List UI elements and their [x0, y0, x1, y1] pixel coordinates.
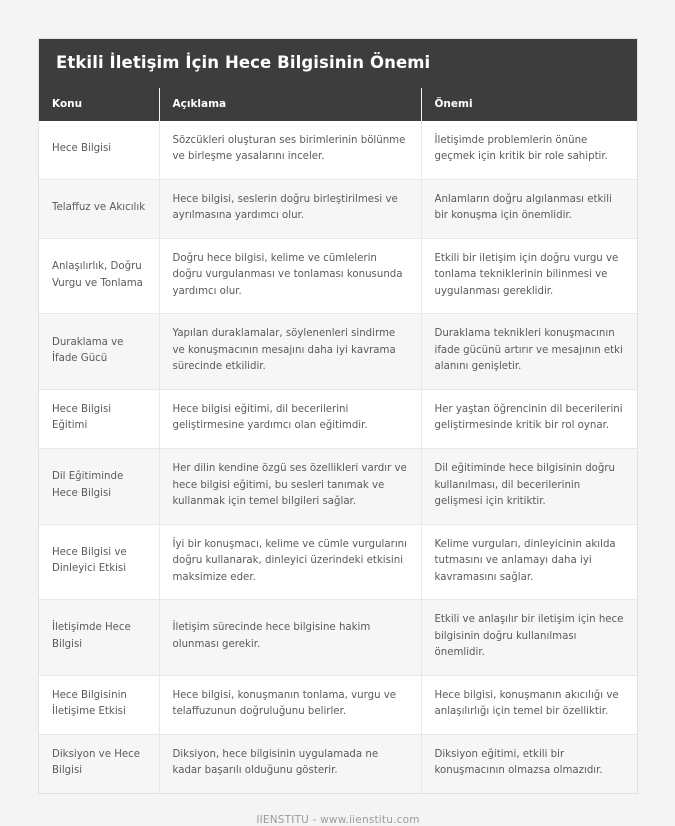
- table-row: [39, 121, 637, 180]
- table-row: [39, 389, 637, 448]
- cell-onemi: Her yaştan öğrencinin dil becerilerini geliştirmesinde kritik bir rol oynar.: [421, 389, 637, 448]
- cell-aciklama: Doğru hece bilgisi, kelime ve cümlelerin doğru vurgulanması ve tonlaması konusunda yardımcı olur.: [159, 238, 421, 314]
- cell-aciklama: İyi bir konuşmacı, kelime ve cümle vurgularını doğru kullanarak, dinleyici üzerindeki etkisini maksimize eder.: [159, 524, 421, 600]
- table-header-row: [39, 88, 637, 121]
- footer-attribution: IIENSTITU - www.iienstitu.com: [256, 813, 420, 826]
- cell-onemi: Dil eğitiminde hece bilgisinin doğru kullanılması, dil becerilerinin gelişmesi için kritiktir.: [421, 448, 637, 524]
- cell-konu: Dil Eğitiminde Hece Bilgisi: [39, 448, 159, 524]
- cell-onemi: İletişimde problemlerin önüne geçmek için kritik bir role sahiptir.: [421, 121, 637, 180]
- cell-onemi: Etkili bir iletişim için doğru vurgu ve tonlama tekniklerinin bilinmesi ve uygulanması gereklidir.: [421, 238, 637, 314]
- table-body: [39, 121, 637, 793]
- table-row: [39, 734, 637, 793]
- column-header-aciklama: Açıklama: [159, 88, 421, 121]
- cell-konu: Hece Bilgisi: [39, 121, 159, 180]
- cell-aciklama: Yapılan duraklamalar, söylenenleri sindirme ve konuşmacının mesajını daha iyi kavrama sürecinde etkilidir.: [159, 314, 421, 390]
- table-row: [39, 600, 637, 676]
- column-header-konu: Konu: [39, 88, 159, 121]
- cell-aciklama: Hece bilgisi, seslerin doğru birleştirilmesi ve ayrılmasına yardımcı olur.: [159, 179, 421, 238]
- cell-aciklama: Hece bilgisi, konuşmanın tonlama, vurgu ve telaffuzunun doğruluğunu belirler.: [159, 675, 421, 734]
- table-row: [39, 238, 637, 314]
- table-row: [39, 448, 637, 524]
- cell-onemi: Kelime vurguları, dinleyicinin akılda tutmasını ve anlamayı daha iyi kavramasını sağlar.: [421, 524, 637, 600]
- cell-onemi: Hece bilgisi, konuşmanın akıcılığı ve anlaşılırlığı için temel bir özelliktir.: [421, 675, 637, 734]
- cell-aciklama: Her dilin kendine özgü ses özellikleri vardır ve hece bilgisi eğitimi, bu sesleri tanımak ve kullanmak için temel bilgileri sağlar.: [159, 448, 421, 524]
- cell-onemi: Duraklama teknikleri konuşmacının ifade gücünü artırır ve mesajının etki alanını genişletir.: [421, 314, 637, 390]
- cell-konu: Hece Bilgisinin İletişime Etkisi: [39, 675, 159, 734]
- table-header: [39, 88, 637, 121]
- cell-aciklama: Hece bilgisi eğitimi, dil becerilerini geliştirmesine yardımcı olan eğitimdir.: [159, 389, 421, 448]
- cell-konu: Telaffuz ve Akıcılık: [39, 179, 159, 238]
- infographic-card: [38, 38, 638, 794]
- cell-onemi: Etkili ve anlaşılır bir iletişim için hece bilgisinin doğru kullanılması önemlidir.: [421, 600, 637, 676]
- table-row: [39, 524, 637, 600]
- cell-konu: Hece Bilgisi Eğitimi: [39, 389, 159, 448]
- table-row: [39, 179, 637, 238]
- cell-konu: Diksiyon ve Hece Bilgisi: [39, 734, 159, 793]
- infographic-title-bar: [39, 39, 637, 88]
- column-header-onemi: Önemi: [421, 88, 637, 121]
- cell-aciklama: Sözcükleri oluşturan ses birimlerinin bölünme ve birleşme yasalarını inceler.: [159, 121, 421, 180]
- table-row: [39, 314, 637, 390]
- cell-onemi: Diksiyon eğitimi, etkili bir konuşmacının olmazsa olmazıdır.: [421, 734, 637, 793]
- cell-konu: Duraklama ve İfade Gücü: [39, 314, 159, 390]
- table-row: [39, 675, 637, 734]
- cell-konu: İletişimde Hece Bilgisi: [39, 600, 159, 676]
- cell-aciklama: Diksiyon, hece bilgisinin uygulamada ne kadar başarılı olduğunu gösterir.: [159, 734, 421, 793]
- cell-onemi: Anlamların doğru algılanması etkili bir konuşma için önemlidir.: [421, 179, 637, 238]
- page-title: Etkili İletişim İçin Hece Bilgisinin Önemi: [56, 53, 431, 72]
- cell-aciklama: İletişim sürecinde hece bilgisine hakim olunması gerekir.: [159, 600, 421, 676]
- comparison-table: [39, 88, 637, 793]
- cell-konu: Anlaşılırlık, Doğru Vurgu ve Tonlama: [39, 238, 159, 314]
- cell-konu: Hece Bilgisi ve Dinleyici Etkisi: [39, 524, 159, 600]
